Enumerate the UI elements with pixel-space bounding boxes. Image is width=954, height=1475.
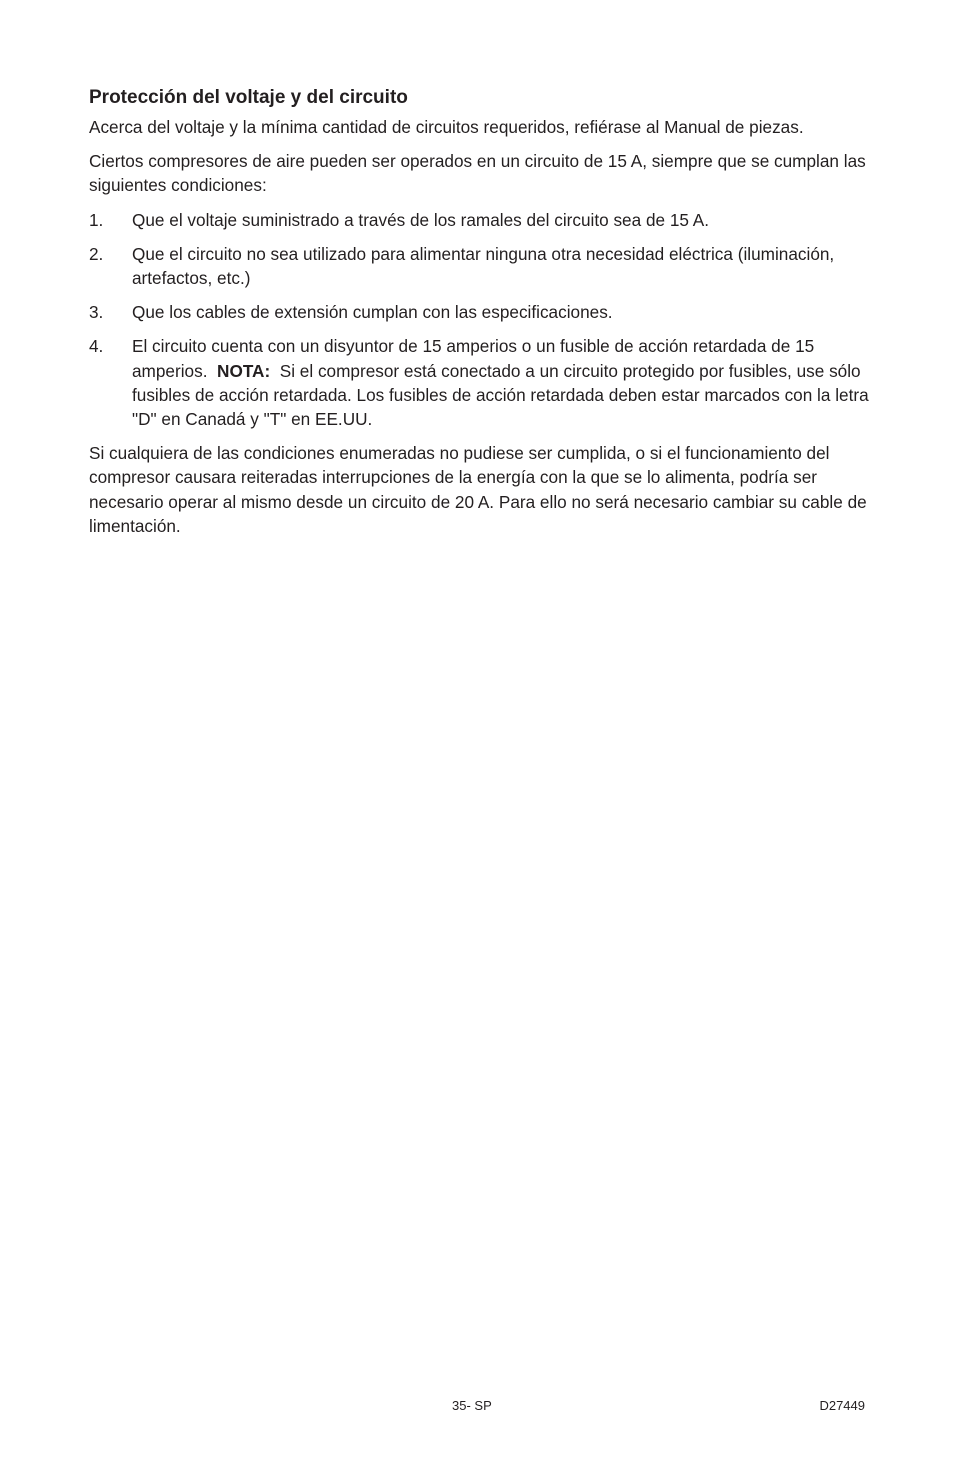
list-item-text: Que el voltaje suministrado a través de los ramales del circuito sea de 15 A.	[132, 209, 710, 230]
document-code: D27449	[819, 1398, 865, 1413]
list-item-text-with-note	[132, 334, 869, 431]
list-item-number: 2.	[89, 243, 104, 264]
list-item-text: Que el circuito no sea utilizado para alimentar ninguna otra necesidad eléctrica (iluminación, artefactos, etc.)	[132, 243, 835, 289]
intro-paragraph-2: Ciertos compresores de aire pueden ser operados en un circuito de 15 A, siempre que se cumplan las siguientes condiciones:	[89, 151, 866, 196]
list-item	[89, 242, 869, 290]
list-item-text-after: Si el compresor está conectado a un circuito protegido por fusibles, use sólo fusibles de acción retardada. Los fusibles de acción retardada deben estar marcados con la letra "D" en Canadá y "T" en EE.UU.	[132, 360, 869, 430]
list-item-number: 1.	[89, 209, 104, 230]
closing-paragraph: Si cualquiera de las condiciones enumeradas no pudiese ser cumplida, o si el funcionamiento del compresor causara reiteradas interrupciones de la energía con la que se lo alimenta, podría ser necesario operar al mismo desde un circuito de 20 A. Para ello no será necesario cambiar su cable de limentación.	[89, 443, 867, 536]
page-content	[89, 86, 869, 548]
list-item	[89, 300, 869, 324]
list-item-text-before: El circuito cuenta con un disyuntor de 15 amperios o un fusible de acción retardada de 15 amperios.	[132, 336, 815, 381]
list-item	[89, 334, 869, 431]
conditions-list	[89, 208, 869, 432]
list-item-number: 4.	[89, 336, 104, 357]
intro-paragraph-1: Acerca del voltaje y la mínima cantidad de circuitos requeridos, refiérase al Manual de piezas.	[89, 117, 804, 137]
page-number: 35- SP	[452, 1398, 492, 1413]
list-item-text: Que los cables de extensión cumplan con las especificaciones.	[132, 302, 613, 323]
section-heading: Protección del voltaje y del circuito	[89, 87, 408, 108]
list-item-number: 3.	[89, 302, 104, 323]
list-item	[89, 208, 869, 232]
note-label: NOTA:	[217, 360, 271, 381]
